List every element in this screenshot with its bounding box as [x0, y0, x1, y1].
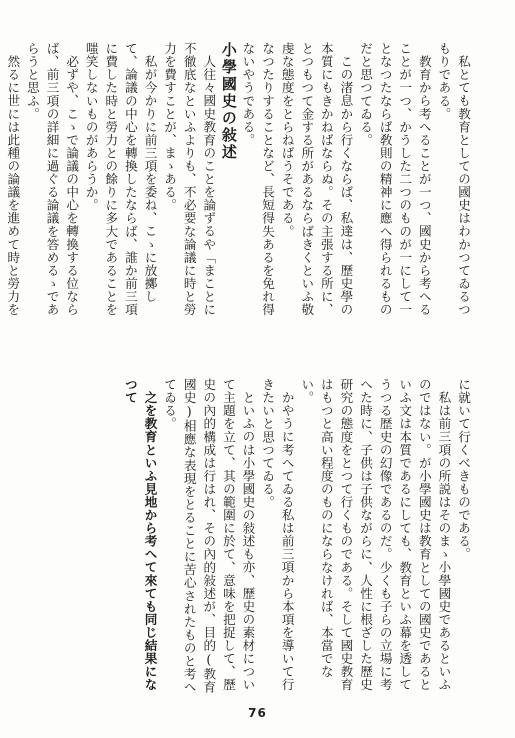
paragraph: なつたりすることなど、長短得失あるを免れ得ないやうである。: [240, 42, 276, 317]
paragraph: といふのは小學國史の敍述も亦、歷史の素材について主題を立て、其の範圍に於て、意味を把捉して、歷史の內的構成は行はれ、その內的敍述が、目的(教育國史)相應な表現をとることに苦心されたものと考へてゐる。: [162, 378, 256, 694]
paragraph: 然るに世には此種の論議を進めて時と勞力を: [5, 54, 21, 316]
paragraph: 人往々國史教育のことを論ずるや「まことに不徹底なといふよりも、不必要な論議に時と勞力を費すことが、まゝある。: [162, 42, 217, 317]
lower-text-block: [33, 378, 473, 696]
paragraph: 必ずや、こゝで論議の中心を轉換する位ならば、前三項の詳細に過ぐる論議を答めるゝであらうと思ふ。: [24, 42, 80, 317]
paragraph: 之を教育といふ見地から考へて來ても同じ結果になつて: [122, 378, 158, 691]
paragraph: この渚息から行くならば、私達は、歷史學の本質にもきかねばならぬ。その主張する所に、とつもつて金する所があるならばきくといふ敬虔な態度をとらねばうそである。: [279, 42, 354, 317]
paragraph: 私とても教育としての國史はわかつてゐるつもりである。: [436, 42, 471, 316]
page-number: 76: [248, 706, 267, 720]
paragraph: 私が今かりに前三項を委ね、こゝに放擲して、論議の中心を轉換したならば、誰か前三項に費した時と勞力との餘りに多大であることを嗤笑しないものがあらうか。: [83, 42, 158, 317]
paragraph: 教育から考へることが一つ、國史から考へることが一つ、かうした二つのものが一にして一となつたならば敎則の精神に應へ得られるものだと思つてゐる。: [358, 42, 432, 317]
upper-text-block: [5, 42, 473, 322]
paragraph: 私は前三項の所説はそのまゝ小學國史であるといふのではない。が小學國史は教育としての國史であるといふ文は本質であるにしても、教育といふ幕を透してうつる歴史の幻像であるのだ。少くも子らの立場に考へた時に、子供は子供ながらに、人性に根ざした歷史研究の態度をとつて行くものである。そして國史教育はもつと高い程度のものにならなければ、本當でない。: [299, 378, 452, 692]
section-heading: 小學國史の敍述: [219, 42, 238, 161]
paragraph: に就いて行くべきものである。: [456, 378, 471, 561]
paragraph: かやうに考へてゐる私は前三項から本項を導いて行きたいと思つてゐる。: [260, 378, 295, 691]
